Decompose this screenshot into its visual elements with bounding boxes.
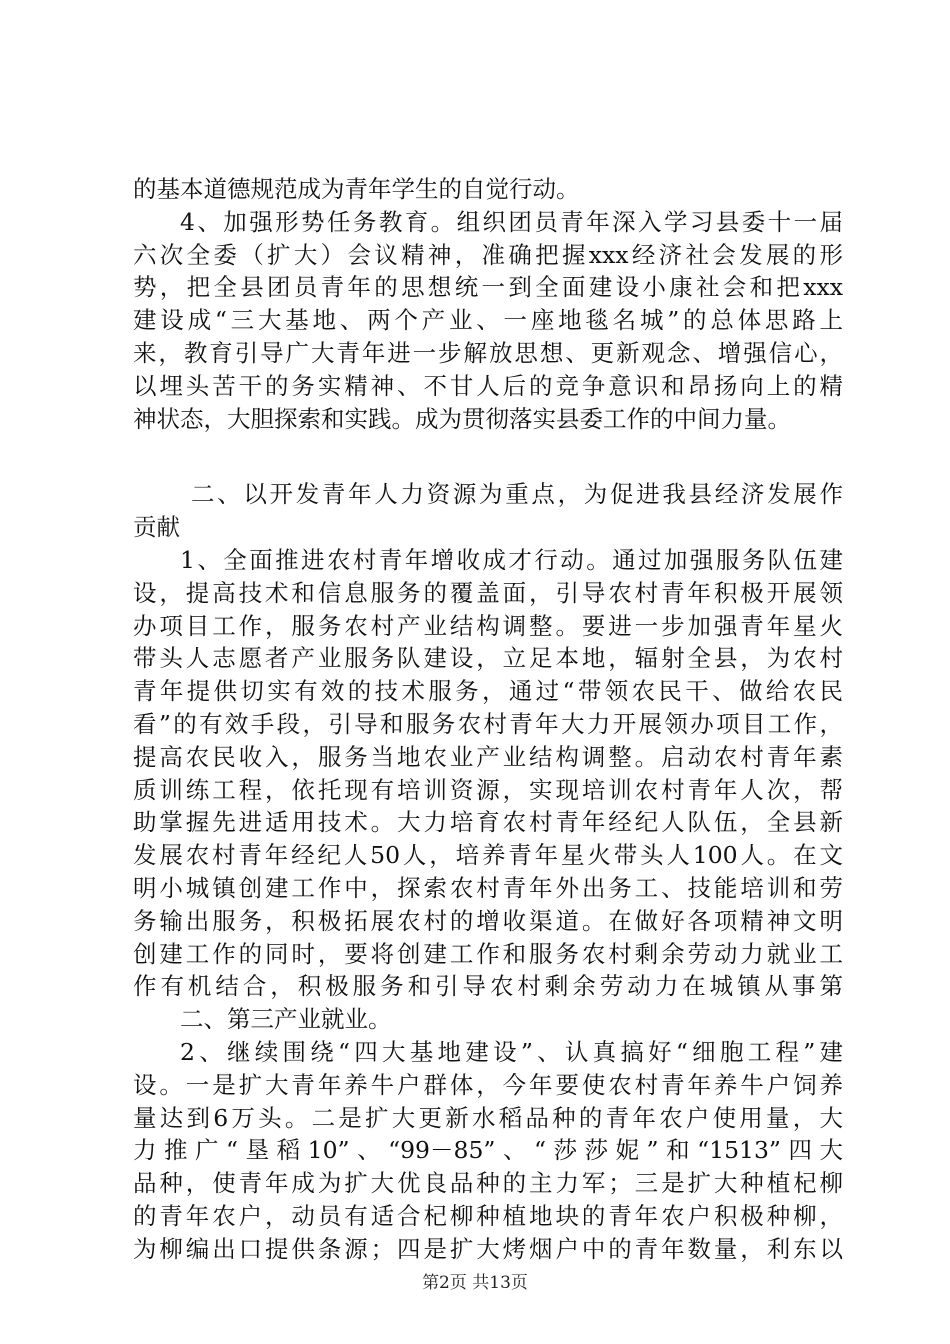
page-number-footer: 第2页 共13页 xyxy=(422,1273,528,1293)
text-line: 量达到6万头。二是扩大更新水稻品种的青年农户使用量，大 xyxy=(133,1103,843,1132)
text-line: 青年提供切实有效的技术服务，通过“带领农民干、做给农民 xyxy=(133,677,843,706)
text-line: 作有机结合，积极服务和引导农村剩余劳动力在城镇从事第 xyxy=(133,972,843,1001)
text-line: 设，提高技术和信息服务的覆盖面，引导农村青年积极开展领 xyxy=(133,578,843,607)
text-line: 2、继续围绕“四大基地建设”、认真搞好“细胞工程”建 xyxy=(180,1037,843,1066)
paragraph-gap xyxy=(133,435,843,478)
section-heading: 二、以开发青年人力资源为重点，为促进我县经济发展作 xyxy=(191,480,843,509)
text-line: 明小城镇创建工作中，探索农村青年外出务工、技能培训和劳 xyxy=(133,873,843,902)
text-line: 六次全委（扩大）会议精神，准确把握xxx经济社会发展的形 xyxy=(133,240,843,269)
text-line: 以埋头苦干的务实精神、不甘人后的竞争意识和昂扬向上的精 xyxy=(133,371,843,400)
text-line: 1、全面推进农村青年增收成才行动。通过加强服务队伍建 xyxy=(180,545,843,574)
text-line: 的青年农户，动员有适合杞柳种植地块的青年农户积极种柳， xyxy=(133,1201,843,1230)
text-line: 带头人志愿者产业服务队建设，立足本地，辐射全县，为农村 xyxy=(133,644,843,673)
text-line: 二、第三产业就业。 xyxy=(180,1005,392,1034)
section-heading-continuation: 贡献 xyxy=(133,513,180,542)
document-body xyxy=(133,173,843,1266)
text-line: 神状态，大胆探索和实践。成为贯彻落实县委工作的中间力量。 xyxy=(133,404,791,433)
text-line: 建设成“三大基地、两个产业、一座地毯名城”的总体思路上 xyxy=(133,306,843,335)
text-line: 的基本道德规范成为青年学生的自觉行动。 xyxy=(133,175,580,203)
text-line: 务输出服务，积极拓展农村的增收渠道。在做好各项精神文明 xyxy=(133,906,843,935)
text-line: 助掌握先进适用技术。大力培育农村青年经纪人队伍，全县新 xyxy=(133,808,843,837)
text-line: 看”的有效手段，引导和服务农村青年大力开展领办项目工作， xyxy=(133,709,843,738)
text-line: 质训练工程，依托现有培训资源，实现培训农村青年人次，帮 xyxy=(133,775,843,804)
text-line: 品种，使青年成为扩大优良品种的主力军；三是扩大种植杞柳 xyxy=(133,1169,843,1198)
text-line: 力推广“垦稻10”、“99－85”、“莎莎妮”和“1513”四大 xyxy=(133,1136,843,1165)
text-line: 来，教育引导广大青年进一步解放思想、更新观念、增强信心， xyxy=(133,338,843,367)
text-line: 创建工作的同时，要将创建工作和服务农村剩余劳动力就业工 xyxy=(133,939,843,968)
text-line: 势，把全县团员青年的思想统一到全面建设小康社会和把xxx xyxy=(133,273,843,302)
text-line: 提高农民收入，服务当地农业产业结构调整。启动农村青年素 xyxy=(133,742,843,771)
text-line: 办项目工作，服务农村产业结构调整。要进一步加强青年星火 xyxy=(133,611,843,640)
text-line: 设。一是扩大青年养牛户群体，今年要使农村青年养牛户饲养 xyxy=(133,1070,843,1099)
text-line: 为柳编出口提供条源；四是扩大烤烟户中的青年数量，利东以 xyxy=(133,1234,843,1263)
text-line: 发展农村青年经纪人50人，培养青年星火带头人100人。在文 xyxy=(133,841,843,870)
text-line: 4、加强形势任务教育。组织团员青年深入学习县委十一届 xyxy=(180,207,843,236)
